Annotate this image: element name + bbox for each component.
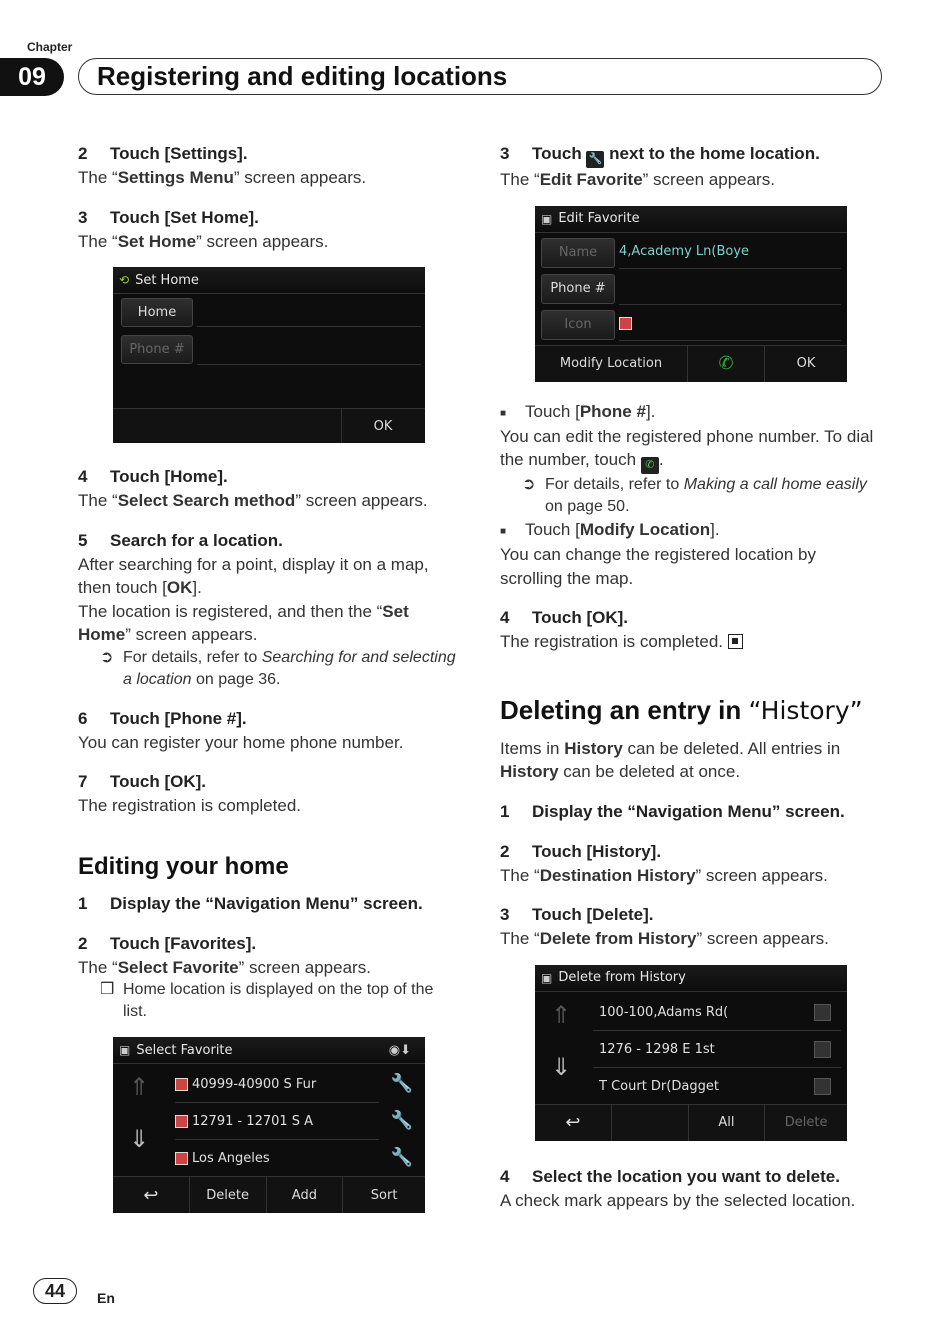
reference-link[interactable]: Searching for and selecting a location: [123, 648, 456, 688]
text: can be deleted. All entries in: [622, 738, 841, 758]
text-bold: Edit Favorite: [539, 170, 643, 189]
step-title: Search for a location.: [110, 530, 283, 550]
screen-title: Select Favorite: [136, 1042, 233, 1058]
text: Touch [: [525, 401, 580, 421]
scroll-down-icon[interactable]: ⇓: [550, 1052, 572, 1081]
step-set-home: [78, 206, 460, 254]
screen-title: Delete from History: [558, 970, 686, 985]
step-title: Touch: [532, 144, 587, 163]
text-bold: Modify Location: [579, 520, 711, 539]
step-settings: [78, 142, 460, 190]
text: For details, refer to: [123, 648, 262, 666]
favorite-icon: ▣: [541, 211, 553, 226]
phone-button[interactable]: Phone #: [121, 335, 193, 364]
empty-slot: [612, 1105, 689, 1141]
back-icon: ⟲: [119, 273, 130, 287]
page-number: 44: [33, 1278, 77, 1304]
text: ” screen appears.: [295, 491, 428, 510]
name-value-text: 4,Academy Ln(Boye: [619, 244, 750, 259]
text: The “: [78, 231, 118, 251]
step-number: 7: [78, 772, 88, 791]
step-title: Touch [History].: [532, 841, 662, 861]
step-number: 6: [78, 708, 88, 728]
text-bold: Phone #: [579, 401, 646, 421]
name-label: Name: [541, 238, 615, 268]
text: ” screen appears.: [238, 957, 371, 977]
row-divider: [197, 325, 421, 327]
text: Items in: [500, 738, 565, 758]
delete-step-1: [500, 800, 882, 824]
header-bar: [78, 58, 882, 95]
delete-step-3: [500, 903, 882, 951]
square-bullet-icon: ■: [500, 526, 507, 537]
delete-intro: [500, 737, 882, 784]
wrench-icon[interactable]: 🔧: [390, 1110, 413, 1131]
all-button[interactable]: All: [689, 1105, 766, 1141]
text: ].: [710, 520, 720, 539]
checkbox[interactable]: [814, 1078, 831, 1095]
text: The location is registered, and then the “: [78, 601, 383, 621]
step-number: 4: [500, 1166, 510, 1186]
scroll-up-icon[interactable]: ⇑: [128, 1073, 150, 1101]
text-bold: Set Home: [78, 601, 409, 644]
step-ok-right: [500, 606, 882, 654]
step-number: 3: [500, 905, 510, 924]
row-divider: [197, 363, 421, 365]
list-item-label: 100-100,Adams Rd(: [599, 1004, 729, 1020]
text: The “: [78, 168, 118, 187]
phone-bullet-block: [500, 400, 882, 591]
step-number: 2: [78, 933, 88, 953]
screen-bottom-bar: [113, 408, 425, 443]
text-bold: Select Search method: [117, 491, 296, 510]
text-bold: Destination History: [539, 865, 696, 885]
text: The “: [500, 170, 540, 189]
checkbox-bullet-icon: ❒: [100, 981, 115, 998]
wrench-icon[interactable]: 🔧: [390, 1073, 413, 1094]
list-item[interactable]: [175, 1104, 379, 1140]
step-number: 1: [78, 893, 88, 913]
text-bold: OK: [166, 578, 193, 597]
section-heading-deleting: [500, 694, 882, 727]
ok-button[interactable]: OK: [796, 356, 816, 371]
list-item[interactable]: [175, 1141, 379, 1177]
scroll-up-icon[interactable]: ⇑: [550, 1000, 572, 1029]
step-home: [78, 465, 460, 513]
name-value[interactable]: [619, 236, 841, 269]
text: ” screen appears.: [695, 865, 828, 885]
step-title: Touch [Phone #].: [110, 708, 247, 728]
edit-step-1: [78, 892, 460, 916]
step-title: Touch [Favorites].: [110, 933, 257, 953]
list-item-label: 1276 - 1298 E 1st: [599, 1041, 715, 1057]
step-title: Touch [Delete].: [532, 905, 654, 924]
text: The “: [78, 491, 118, 510]
square-bullet-icon: ■: [500, 407, 507, 419]
history-icon: ▣: [541, 970, 553, 985]
add-button[interactable]: Add: [267, 1177, 344, 1213]
step-title: Display the “Navigation Menu” screen.: [110, 893, 423, 913]
empty-slot: [113, 409, 342, 443]
reference-note: [78, 647, 460, 691]
step-body: The registration is completed.: [500, 632, 723, 651]
end-mark-icon: [728, 634, 743, 649]
text: on page 50.: [545, 498, 630, 515]
step-wrench: [500, 142, 882, 192]
step-title: Touch [OK].: [110, 772, 206, 791]
screen-title-bar: [113, 1037, 425, 1064]
modify-location-button[interactable]: Modify Location: [535, 346, 688, 382]
text: ].: [645, 401, 656, 421]
text: For details, refer to: [545, 476, 684, 493]
step-number: 3: [78, 207, 88, 227]
screen-bottom-bar: [535, 345, 847, 382]
text: ” screen appears.: [642, 170, 775, 189]
step-number: 3: [500, 144, 510, 163]
screen-bottom-bar: [535, 1104, 847, 1141]
screen-bottom-bar: [113, 1176, 425, 1213]
list-item-label: Los Angeles: [192, 1151, 270, 1166]
page-title: Registering and editing locations: [97, 61, 508, 91]
phone-call-icon: ✆: [641, 457, 659, 474]
step-body: A check mark appears by the selected location.: [500, 1190, 856, 1210]
delete-step-2: [500, 840, 882, 888]
list-item[interactable]: [175, 1067, 379, 1103]
text: on page 36.: [191, 670, 281, 688]
text: After searching for a point, display it on a map, then touch [: [78, 554, 429, 597]
right-column: [500, 142, 882, 1228]
screen-title-bar: [113, 267, 425, 294]
location-flag-icon: [175, 1115, 188, 1128]
step-number: 4: [78, 467, 88, 486]
edit-step-2: [78, 932, 460, 1024]
sort-icon[interactable]: ◉⬇: [388, 1042, 411, 1058]
chapter-label: Chapter: [27, 40, 73, 54]
icon-value[interactable]: [619, 308, 841, 341]
text: You can change the registered location by scrolling the map.: [500, 545, 816, 588]
text: The “: [500, 865, 540, 885]
step-title: Touch [Home].: [110, 467, 228, 486]
back-icon[interactable]: ↩: [535, 1105, 612, 1141]
list-item-label: 40999-40900 S Fur: [192, 1077, 317, 1092]
phone-value: [619, 272, 841, 305]
step-number: 4: [500, 608, 510, 627]
back-icon[interactable]: ↩: [113, 1177, 190, 1213]
list-item-label: T Court Dr(Dagget: [599, 1078, 719, 1094]
delete-button[interactable]: Delete: [190, 1177, 267, 1213]
wrench-icon: 🔧: [586, 151, 604, 168]
text-bold: Settings Menu: [117, 168, 234, 187]
text: ” screen appears.: [233, 168, 367, 187]
delete-button[interactable]: Delete: [784, 1115, 828, 1130]
set-home-screen: [113, 267, 425, 443]
phone-call-icon[interactable]: ✆: [688, 346, 765, 382]
step-phone: [78, 707, 460, 755]
text-bold: History: [500, 762, 559, 781]
text: ” screen appears.: [696, 929, 829, 948]
text: ” screen appears.: [196, 231, 329, 251]
edit-favorite-screen: [535, 206, 847, 382]
home-button[interactable]: Home: [121, 298, 193, 327]
arrow-icon: ➲: [522, 476, 536, 493]
step-number: 1: [500, 801, 510, 821]
checkbox[interactable]: [814, 1004, 831, 1021]
text-bold: Select Favorite: [117, 957, 239, 977]
step-body: You can register your home phone number.: [78, 732, 404, 752]
screen-title-bar: [535, 206, 847, 233]
step-number: 2: [78, 144, 88, 163]
list-item-label: 12791 - 12701 S A: [192, 1114, 314, 1129]
phone-button[interactable]: Phone #: [541, 274, 615, 304]
icon-label: Icon: [541, 310, 615, 340]
step-title: Display the “Navigation Menu” screen.: [532, 801, 845, 821]
location-flag-icon: [175, 1078, 188, 1091]
wrench-icon[interactable]: 🔧: [390, 1147, 413, 1168]
text: You can edit the registered phone number. To dial the number, touch: [500, 426, 874, 469]
step-body: The registration is completed.: [78, 796, 301, 815]
text: Home location is displayed on the top of the list.: [123, 981, 434, 1020]
heading-text: Deleting an entry in: [500, 694, 749, 725]
step-number: 5: [78, 530, 88, 550]
step-title: Touch [Set Home].: [110, 207, 259, 227]
text-bold: Set Home: [117, 231, 197, 251]
text: .: [658, 450, 664, 469]
ok-button[interactable]: OK: [373, 418, 393, 434]
step-number: 2: [500, 841, 510, 861]
list-item[interactable]: [593, 995, 841, 1031]
chapter-number: 09: [0, 58, 64, 96]
step-title: Select the location you want to delete.: [532, 1166, 840, 1186]
heading-text-literal: “History”: [748, 695, 863, 725]
delete-from-history-screen: [535, 965, 847, 1141]
checkbox[interactable]: [814, 1041, 831, 1058]
favorite-icon: ▣: [119, 1043, 131, 1057]
left-column: [78, 142, 460, 1213]
step-title: Touch [Settings].: [110, 144, 248, 163]
sort-button[interactable]: Sort: [370, 1187, 398, 1203]
text: The “: [500, 929, 540, 948]
step-search: [78, 529, 460, 691]
text: The “: [78, 957, 118, 977]
step-title: Touch [OK].: [532, 608, 628, 627]
reference-link[interactable]: Making a call home easily: [683, 476, 867, 493]
list-item[interactable]: [593, 1069, 841, 1105]
list-item[interactable]: [593, 1032, 841, 1068]
select-favorite-screen: [113, 1037, 425, 1213]
text: can be deleted at once.: [558, 762, 741, 781]
screen-title: Edit Favorite: [558, 211, 640, 226]
text-bold: Delete from History: [539, 929, 697, 948]
text: ” screen appears.: [125, 625, 258, 644]
arrow-icon: ➲: [100, 648, 114, 666]
step-title: next to the home location.: [604, 144, 820, 163]
scroll-down-icon[interactable]: ⇓: [128, 1125, 150, 1153]
text-bold: History: [564, 738, 623, 758]
reference-note: [500, 474, 882, 518]
screen-title-bar: [535, 965, 847, 992]
screen-title: Set Home: [135, 272, 199, 288]
step-ok: [78, 770, 460, 818]
text: Touch [: [525, 520, 580, 539]
delete-step-4: [500, 1165, 882, 1213]
text: ].: [192, 578, 202, 597]
note: [78, 979, 460, 1023]
location-flag-icon: [175, 1152, 188, 1165]
section-heading-editing: Editing your home: [78, 852, 289, 880]
language-label: En: [97, 1290, 115, 1306]
location-flag-icon: [619, 317, 632, 330]
